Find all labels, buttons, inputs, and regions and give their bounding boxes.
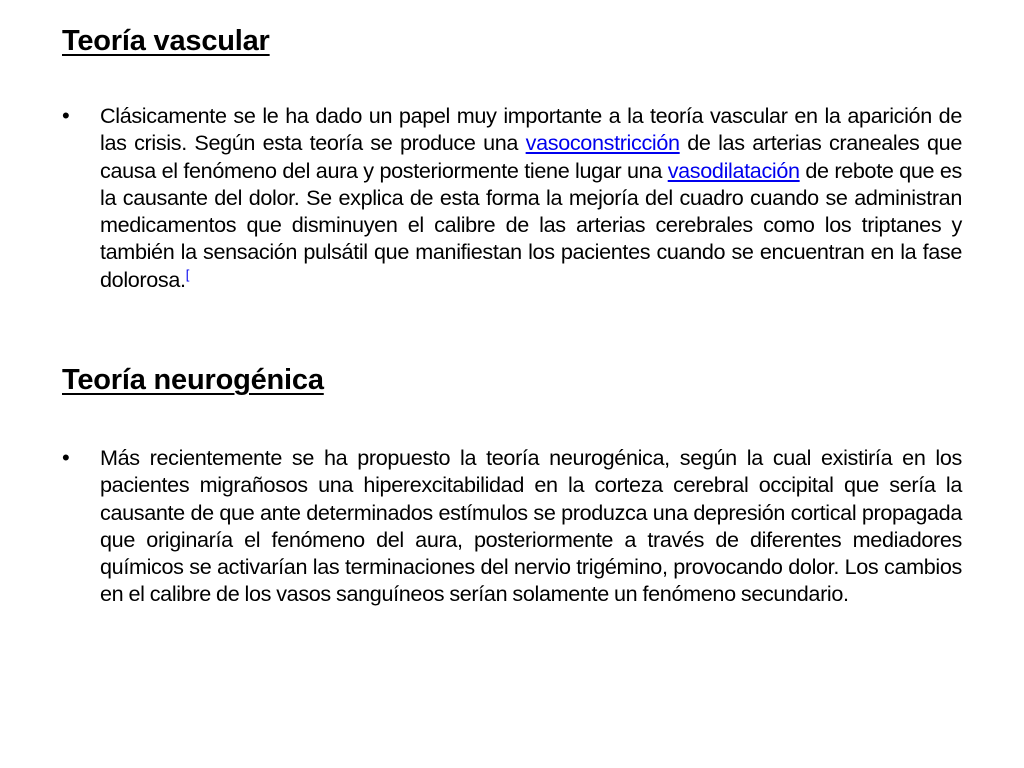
paragraph-vascular-theory [100, 102, 962, 293]
link-vasoconstriccion[interactable]: vasoconstricción [525, 130, 680, 156]
paragraph-text: de rebote que es la causante del dolor. Se explica de esta forma la mejoría del cuadro cuando se administran medicamentos que disminuyen el calibre de las arterias cerebrales como los triptanes y también la sensación pulsátil que manifiestan los pacientes cuando se encuentran en la fase dolorosa. [100, 157, 962, 292]
heading-vascular-theory: Teoría vascular [62, 25, 270, 57]
link-vasodilatacion[interactable]: vasodilatación [667, 157, 800, 183]
bullet-dot: • [62, 103, 70, 128]
bullet-vascular-theory [62, 102, 962, 293]
heading-neurogenic-theory: Teoría neurogénica [62, 364, 324, 396]
paragraph-text: de las arterias craneales que causa el fenómeno del aura y posteriormente tiene lugar una [100, 130, 962, 183]
reference-link[interactable]: [ [185, 266, 189, 282]
bullet-dot: • [62, 445, 70, 470]
bullet-neurogenic-theory [62, 444, 962, 608]
paragraph-neurogenic-theory: Más recientemente se ha propuesto la teoría neurogénica, según la cual existiría en los pacientes migrañosos una hiperexcitabilidad en la corteza cerebral occipital que sería la causante de que ante determinados estímulos se produzca una depresión cortical propagada que originaría el fenómeno del aura, posteriormente a través de diferentes mediadores químicos se activarían las terminaciones del nervio trigémino, provocando dolor. Los cambios en el calibre de los vasos sanguíneos serían solamente un fenómeno secundario. [100, 445, 962, 607]
paragraph-text: Clásicamente se le ha dado un papel muy importante a la teoría vascular en la aparición de las crisis. Según esta teoría se produce una [100, 103, 962, 156]
